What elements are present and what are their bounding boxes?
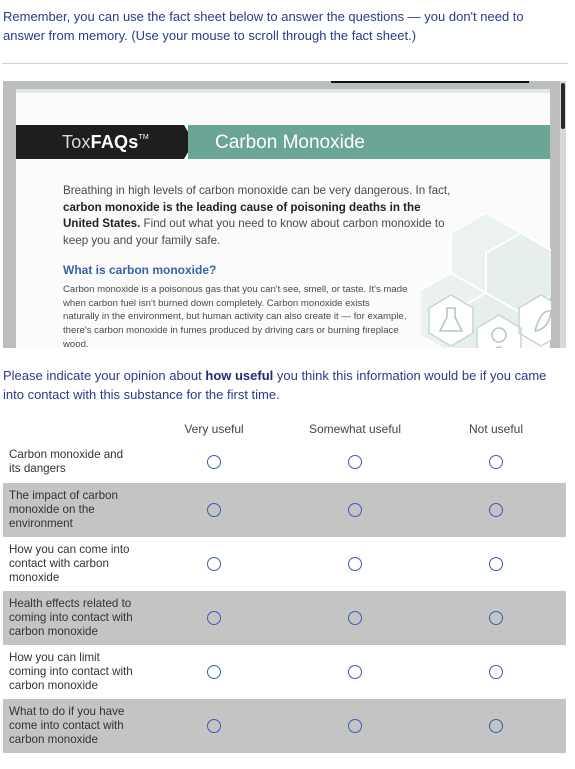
- intro-text: Remember, you can use the fact sheet below to answer the questions — you don't need to answer from memory. (Use your mouse to scroll through the fact sheet.): [3, 9, 524, 43]
- hexagon-illustration-icon: [421, 213, 551, 348]
- fact-sheet-viewer[interactable]: [3, 81, 566, 348]
- section-body: Carbon monoxide is a poisonous gas that you can't see, smell, or taste. It's made when carbon fuel isn't burned down completely. Carbon monoxide exists naturally in the environment, but human activity can also create it — for example, there's carbon monoxide in fumes produced by driving cars or burning fireplace wood.: [63, 284, 408, 348]
- radio-very-useful[interactable]: [207, 665, 221, 679]
- matrix-row: [3, 537, 566, 591]
- row-label: How you can come into contact with carbon monoxide: [9, 543, 130, 584]
- section-heading: What is carbon monoxide?: [63, 263, 217, 277]
- viewer-scrollbar[interactable]: [560, 81, 566, 348]
- column-header-very-useful: Very useful: [184, 422, 244, 436]
- radio-very-useful[interactable]: [207, 455, 221, 469]
- radio-somewhat-useful[interactable]: [348, 503, 362, 517]
- matrix-row: [3, 483, 566, 537]
- divider: [2, 63, 568, 64]
- column-header-not-useful: Not useful: [468, 422, 524, 436]
- fact-sheet-page: [16, 89, 550, 348]
- row-label: How you can limit coming into contact with carbon monoxide: [9, 651, 133, 692]
- radio-somewhat-useful[interactable]: [348, 611, 362, 625]
- matrix-row: [3, 591, 566, 645]
- radio-not-useful[interactable]: [489, 455, 503, 469]
- radio-not-useful[interactable]: [489, 557, 503, 571]
- radio-very-useful[interactable]: [207, 503, 221, 517]
- radio-somewhat-useful[interactable]: [348, 455, 362, 469]
- lead-paragraph: Breathing in high levels of carbon monoxide can be very dangerous. In fact, carbon monoxide is the leading cause of poisoning deaths in the United States. Find out what you need to know about carbon monoxide to keep you and your family safe.: [63, 184, 451, 247]
- row-label: What to do if you have come into contact with carbon monoxide: [9, 705, 125, 746]
- scrollbar-thumb[interactable]: [561, 83, 565, 129]
- row-label: Health effects related to coming into contact with carbon monoxide: [9, 597, 133, 638]
- radio-not-useful[interactable]: [489, 503, 503, 517]
- radio-somewhat-useful[interactable]: [348, 719, 362, 733]
- substance-title: Carbon Monoxide: [215, 132, 365, 153]
- row-label: The impact of carbon monoxide on the environment: [9, 489, 118, 530]
- radio-very-useful[interactable]: [207, 557, 221, 571]
- question-text: Please indicate your opinion about how useful you think this information would be if you came into contact with this substance for the first time.: [3, 368, 547, 402]
- matrix-row: [3, 645, 566, 699]
- radio-not-useful[interactable]: [489, 719, 503, 733]
- matrix-row: [3, 435, 566, 489]
- radio-very-useful[interactable]: [207, 719, 221, 733]
- radio-not-useful[interactable]: [489, 665, 503, 679]
- column-header-somewhat-useful: Somewhat useful: [308, 422, 402, 436]
- radio-not-useful[interactable]: [489, 611, 503, 625]
- radio-somewhat-useful[interactable]: [348, 557, 362, 571]
- toxfaqs-logo: ToxFAQs™: [62, 132, 149, 152]
- radio-somewhat-useful[interactable]: [348, 665, 362, 679]
- viewer-top-bar: [331, 81, 529, 83]
- radio-very-useful[interactable]: [207, 611, 221, 625]
- matrix-row: [3, 699, 566, 753]
- row-label: Carbon monoxide and its dangers: [9, 448, 124, 475]
